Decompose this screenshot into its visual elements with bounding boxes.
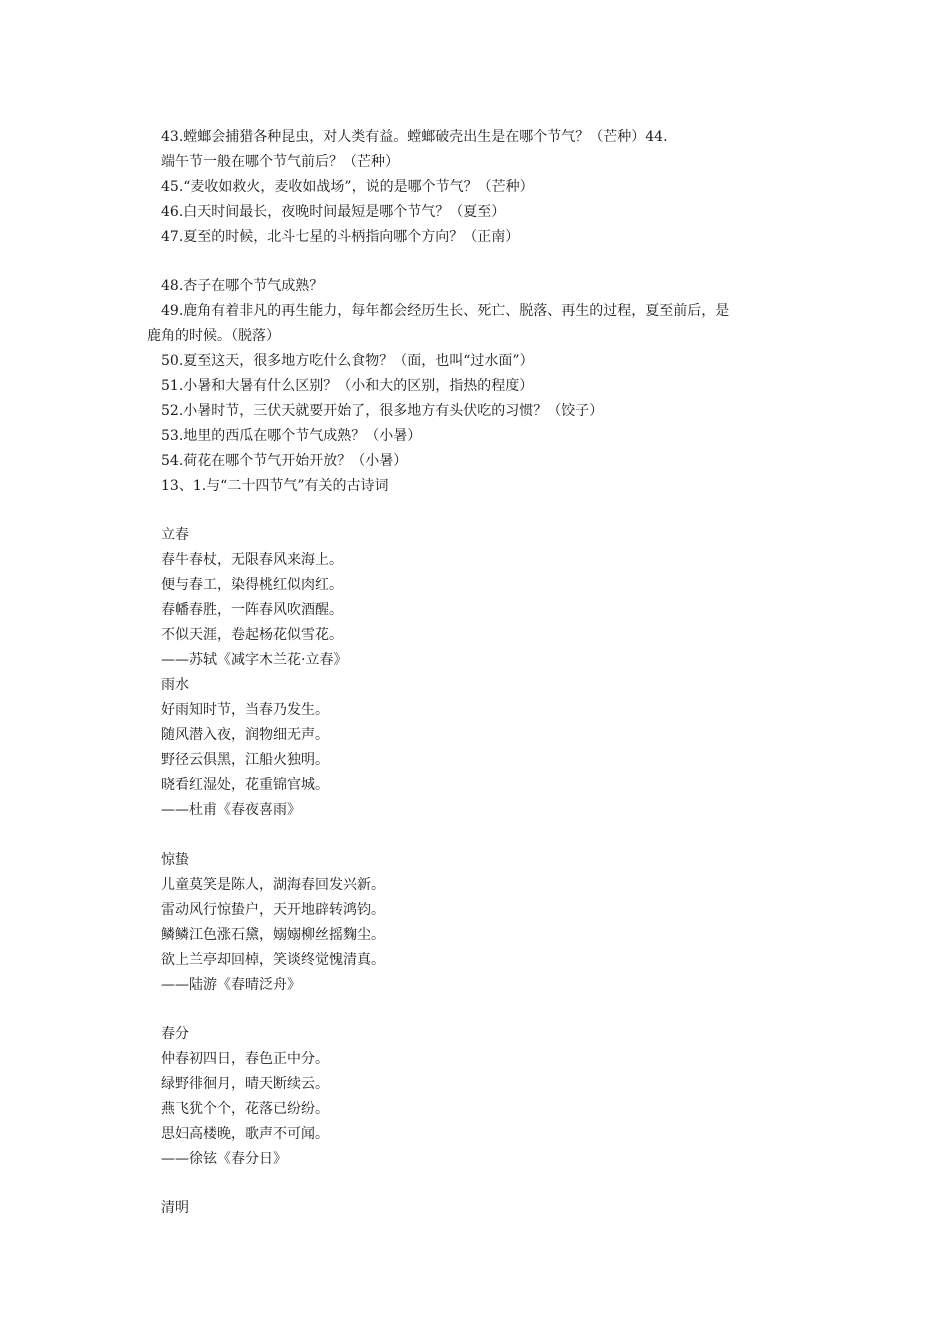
poem-line: 燕飞犹个个，花落已纷纷。 bbox=[161, 1101, 329, 1117]
poem-line: 好雨知时节，当春乃发生。 bbox=[161, 702, 329, 718]
poem-line: 欲上兰亭却回棹，笑谈终觉愧清真。 bbox=[161, 952, 385, 968]
question-44: 端午节一般在哪个节气前后？（芒种） bbox=[161, 154, 399, 170]
poem-line: 绿野徘徊月，晴天断续云。 bbox=[161, 1076, 329, 1092]
poem-line: 不似天涯，卷起杨花似雪花。 bbox=[161, 627, 343, 643]
question-51: 51.小暑和大暑有什么区别？（小和大的区别，指热的程度） bbox=[161, 378, 534, 394]
poem-line: 春幡春胜，一阵春风吹酒醒。 bbox=[161, 602, 343, 618]
question-48: 48.杏子在哪个节气成熟？ bbox=[161, 278, 324, 294]
question-52: 52.小暑时节，三伏天就要开始了，很多地方有头伏吃的习惯？（饺子） bbox=[161, 403, 604, 419]
poem-source: ——陆游《春晴泛舟》 bbox=[161, 977, 301, 993]
poem-line: 鳞鳞江色涨石黛，嫋嫋柳丝摇麴尘。 bbox=[161, 927, 385, 943]
poem-source: ——徐铉《春分日》 bbox=[161, 1151, 287, 1167]
poem-title-yushui: 雨水 bbox=[161, 677, 189, 693]
poem-source: ——苏轼《减字木兰花·立春》 bbox=[161, 652, 348, 668]
poem-line: 晓看红湿处，花重锦官城。 bbox=[161, 777, 329, 793]
poem-line: 野径云俱黑，江船火独明。 bbox=[161, 752, 329, 768]
poem-title-chunfen: 春分 bbox=[161, 1026, 189, 1042]
poem-line: 便与春工，染得桃红似肉红。 bbox=[161, 577, 343, 593]
poem-title-lichun: 立春 bbox=[161, 527, 189, 543]
poem-line: 儿童莫笑是陈人，湖海春回发兴新。 bbox=[161, 877, 385, 893]
question-45: 45.“麦收如救火，麦收如战场”，说的是哪个节气？（芒种） bbox=[161, 179, 534, 195]
poem-line: 随风潜入夜，润物细无声。 bbox=[161, 727, 329, 743]
section-heading: 13、1.与“二十四节气”有关的古诗词 bbox=[161, 478, 389, 494]
poem-line: 雷动风行惊蛰户，天开地辟转鸿钧。 bbox=[161, 902, 385, 918]
question-50: 50.夏至这天，很多地方吃什么食物？（面，也叫“过水面”） bbox=[161, 353, 534, 369]
question-43: 43.螳螂会捕猎各种昆虫，对人类有益。螳螂破壳出生是在哪个节气？（芒种）44. bbox=[161, 129, 668, 145]
poem-title-jingzhe: 惊蛰 bbox=[161, 852, 189, 868]
question-47: 47.夏至的时候，北斗七星的斗柄指向哪个方向？（正南） bbox=[161, 229, 520, 245]
question-54: 54.荷花在哪个节气开始开放？（小暑） bbox=[161, 453, 408, 469]
poem-title-qingming: 清明 bbox=[161, 1200, 189, 1216]
question-49-cont: 鹿角的时候。（脱落） bbox=[147, 328, 280, 344]
question-53: 53.地里的西瓜在哪个节气成熟？（小暑） bbox=[161, 428, 422, 444]
poem-line: 仲春初四日，春色正中分。 bbox=[161, 1051, 329, 1067]
poem-line: 思妇高楼晚，歌声不可闻。 bbox=[161, 1126, 329, 1142]
question-49: 49.鹿角有着非凡的再生能力，每年都会经历生长、死亡、脱落、再生的过程，夏至前后，是 bbox=[161, 303, 730, 319]
poem-source: ——杜甫《春夜喜雨》 bbox=[161, 802, 301, 818]
poem-line: 春牛春杖，无限春风来海上。 bbox=[161, 552, 343, 568]
question-46: 46.白天时间最长，夜晚时间最短是哪个节气？（夏至） bbox=[161, 204, 506, 220]
